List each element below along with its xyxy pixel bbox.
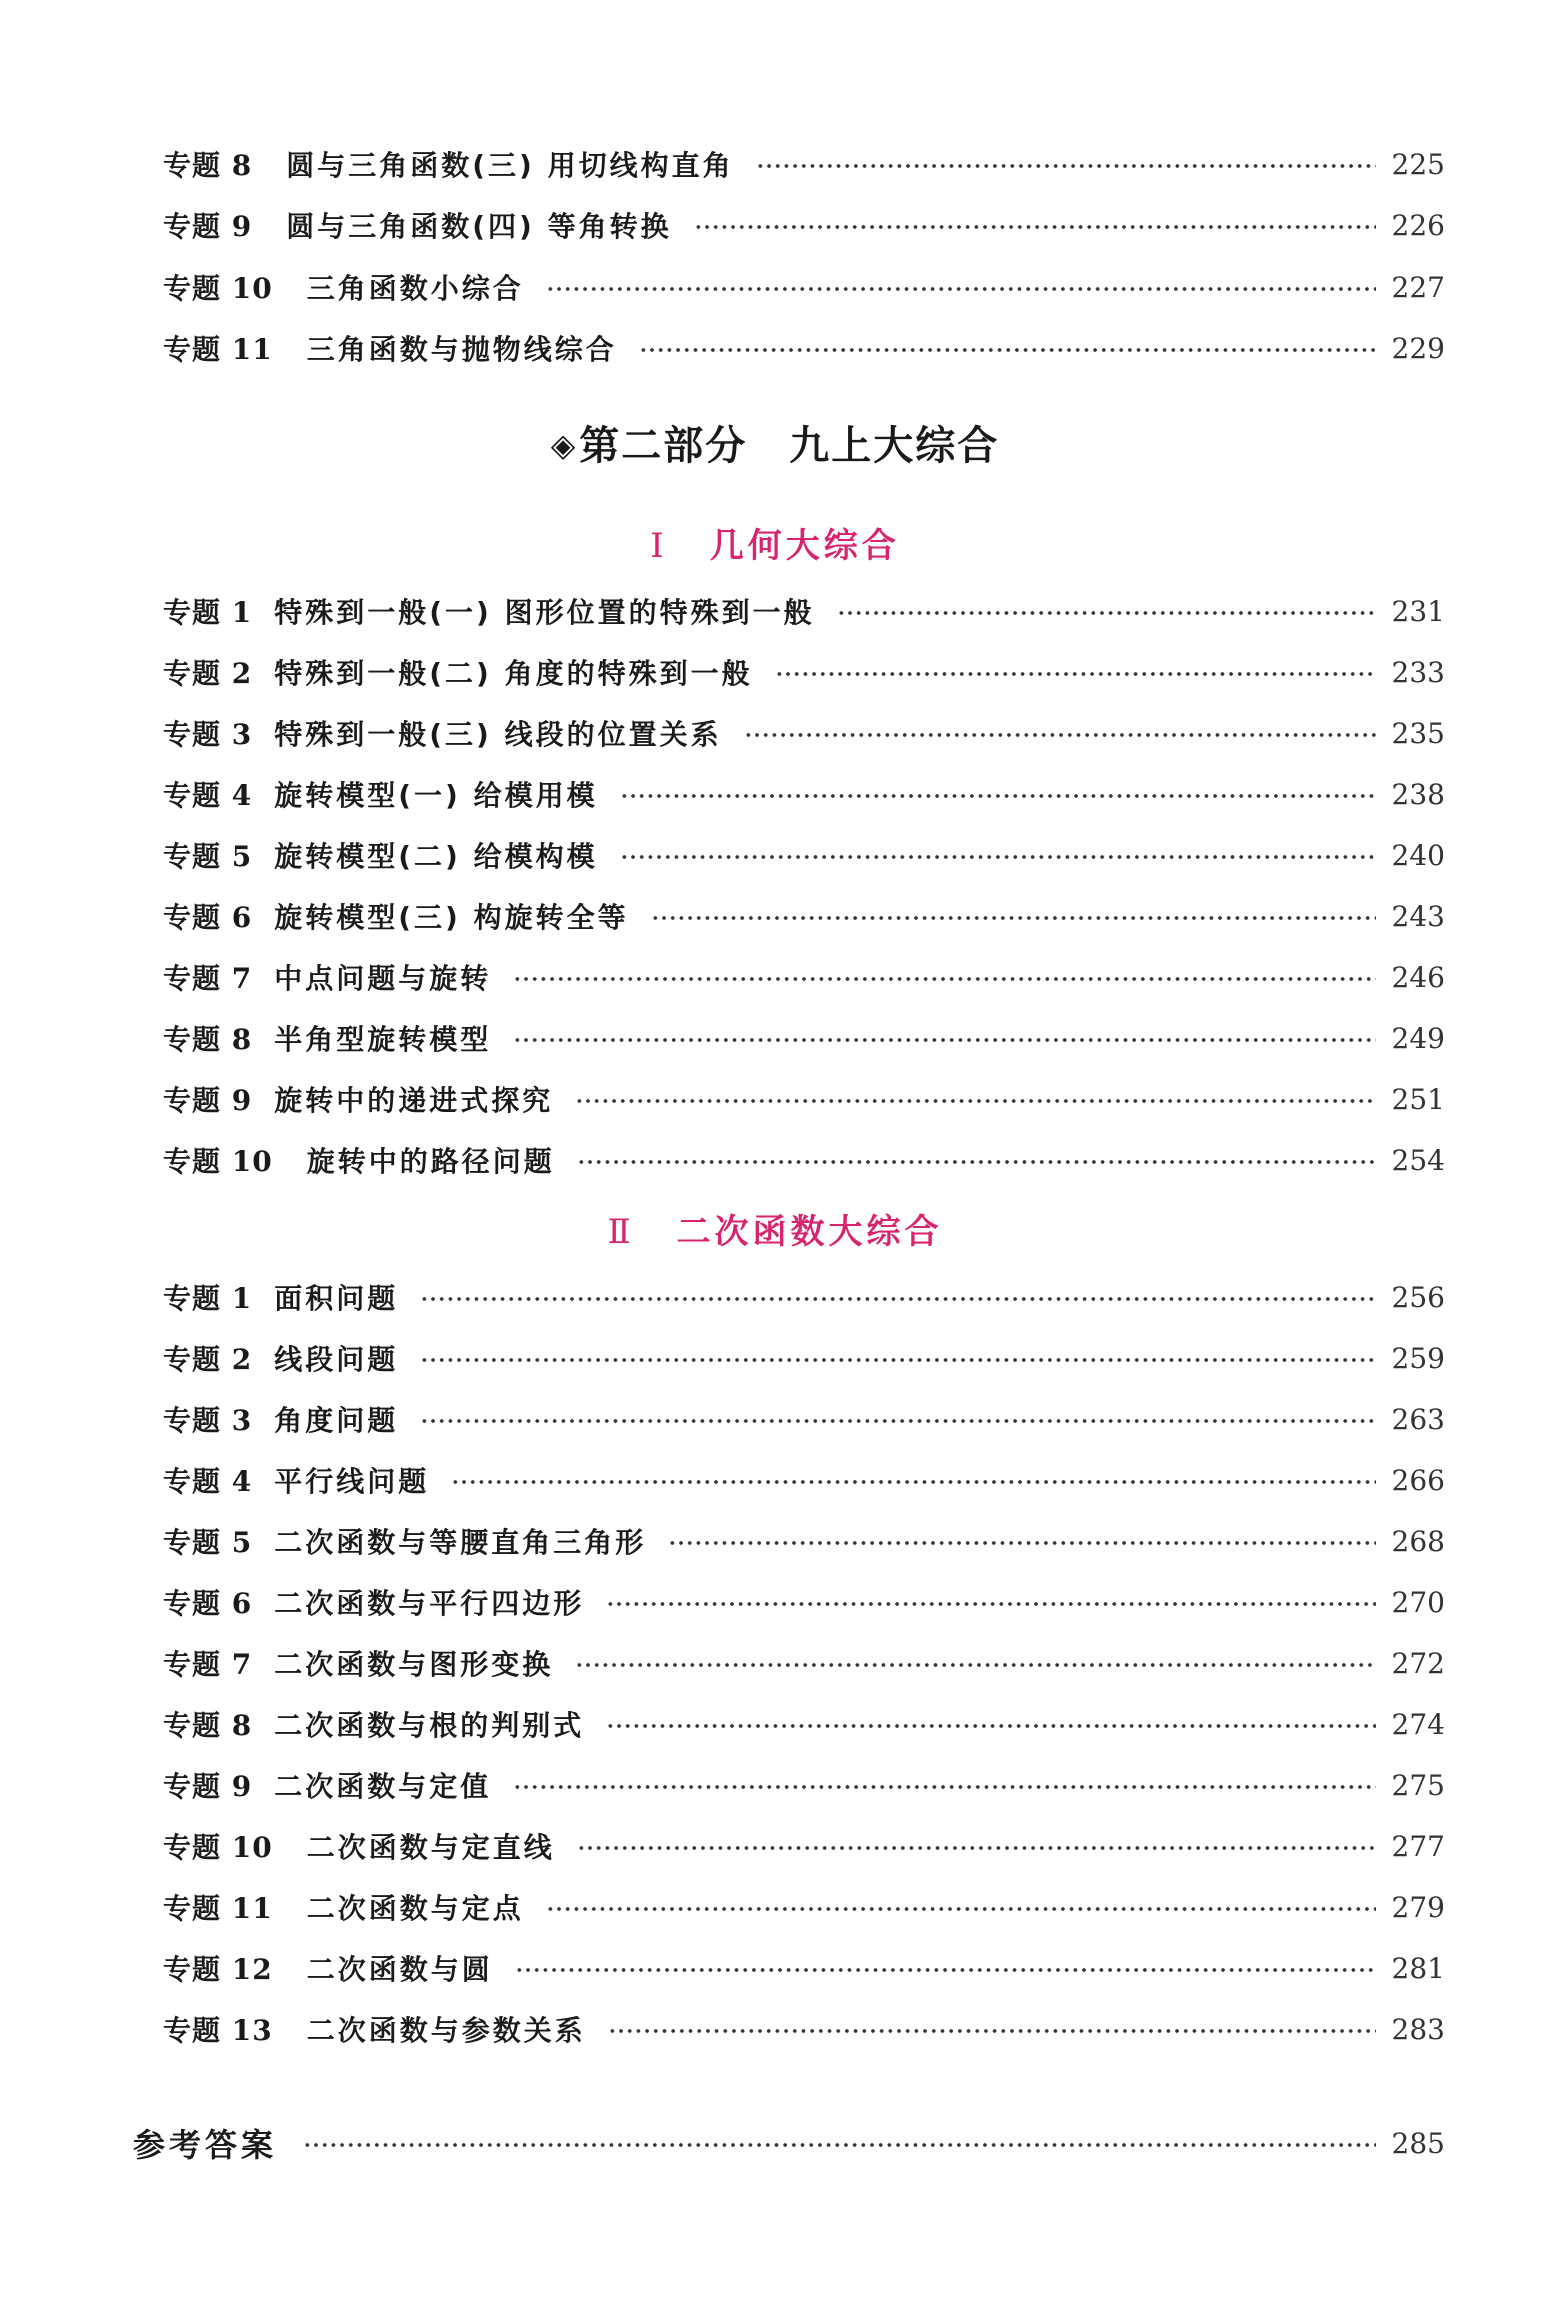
leader-dots [546,286,1376,292]
toc-entry-label: 专题 10 [163,1145,273,1178]
toc-entry-title: 二次函数与等腰直角三角形 [274,1526,647,1559]
toc-entry-page: 259 [1391,1341,1445,1375]
toc-entry-page: 226 [1391,208,1445,242]
toc-entry-title: 旋转模型(三) 构旋转全等 [274,901,629,934]
toc-entry-title: 旋转模型(二) 给模构模 [274,840,598,873]
toc-entry-page: 233 [1391,655,1445,689]
toc-entry[interactable] [163,2006,1445,2052]
toc-entry-title: 二次函数与定点 [306,1892,524,1925]
toc-entry[interactable] [163,1884,1445,1930]
toc-entry-label: 专题 12 [163,1953,273,1986]
part-number: 第二部分 [579,423,748,469]
toc-entry-label: 专题 9 [163,1770,253,1803]
leader-dots [420,1357,1375,1363]
toc-entry[interactable] [163,1335,1445,1381]
toc-entry[interactable] [163,1823,1445,1869]
toc-entry-page: 229 [1391,331,1445,365]
toc-entry-title: 平行线问题 [274,1465,430,1498]
toc-entry-title: 二次函数与定值 [274,1770,492,1803]
section-title: 几何大综合 [709,526,900,566]
toc-entry-page: 240 [1391,838,1445,872]
toc-entry-page: 231 [1391,594,1445,628]
part-heading [0,414,1550,471]
toc-entry-page: 275 [1391,1768,1445,1802]
toc-entry-page: 266 [1391,1463,1445,1497]
toc-entry[interactable] [163,1457,1445,1503]
toc-entry[interactable] [163,832,1445,878]
leader-dots [775,671,1376,677]
toc-entry[interactable] [163,771,1445,817]
toc-entry-page: 238 [1391,777,1445,811]
toc-entry[interactable] [163,649,1445,695]
toc-entry-page: 277 [1391,1829,1445,1863]
section-numeral: Ⅰ [650,526,668,566]
toc-entry-label: 专题 10 [163,1831,273,1864]
toc-entry-title: 特殊到一般(二) 角度的特殊到一般 [274,657,753,690]
toc-entry-title: 圆与三角函数(三) 用切线构直角 [286,149,734,182]
toc-entry-title: 线段问题 [274,1343,399,1376]
toc-entry[interactable] [163,1640,1445,1686]
toc-entry-label: 专题 8 [163,1709,253,1742]
toc-entry-page: 227 [1391,270,1445,304]
leader-dots [515,1967,1376,1973]
leader-dots [575,1098,1375,1104]
leader-dots [620,793,1376,799]
toc-entry-label: 专题 8 [163,1023,253,1056]
toc-entry-label: 专题 11 [163,1892,273,1925]
leader-dots [756,163,1376,169]
toc-entry-title: 特殊到一般(三) 线段的位置关系 [274,718,722,751]
toc-entry-title: 中点问题与旋转 [274,962,492,995]
toc-entry-title: 二次函数与定直线 [306,1831,555,1864]
toc-entry-title: 二次函数与圆 [306,1953,493,1986]
leader-dots [608,2028,1376,2034]
toc-entry-label: 专题 2 [163,1343,253,1376]
toc-entry-page: 256 [1391,1280,1445,1314]
toc-entry[interactable] [163,1945,1445,1991]
toc-entry[interactable] [163,202,1445,248]
toc-entry-page: 263 [1391,1402,1445,1436]
leader-dots [577,1159,1376,1165]
toc-entry-page: 268 [1391,1524,1445,1558]
toc-entry-page: 274 [1391,1707,1445,1741]
toc-entry-label: 专题 11 [163,333,273,366]
toc-entry-title: 二次函数与平行四边形 [274,1587,585,1620]
section-title: 二次函数大综合 [676,1212,943,1252]
diamond-icon: ◈ [550,426,578,464]
toc-entry-title: 二次函数与根的判别式 [274,1709,585,1742]
toc-entry[interactable] [163,264,1445,310]
toc-entry-label: 专题 7 [163,962,253,995]
toc-entry-page: 254 [1391,1143,1445,1177]
toc-entry-page: 272 [1391,1646,1445,1680]
toc-entry[interactable] [163,1076,1445,1122]
toc-entry-title: 二次函数与图形变换 [274,1648,554,1681]
leader-dots [303,2142,1376,2148]
leader-dots [420,1418,1375,1424]
toc-entry-label: 专题 8 [163,149,253,182]
section-numeral: Ⅱ [607,1212,635,1252]
toc-entry[interactable] [163,325,1445,371]
leader-dots [575,1662,1375,1668]
toc-entry-page: 270 [1391,1585,1445,1619]
section-heading-quadratic [0,1204,1550,1253]
toc-entry-label: 专题 3 [163,1404,253,1437]
leader-dots [668,1540,1375,1546]
leader-dots [606,1723,1375,1729]
answers-page: 285 [1391,2126,1445,2160]
toc-entry-page: 281 [1391,1951,1445,1985]
toc-entry-label: 专题 5 [163,1526,253,1559]
toc-entry-title: 角度问题 [274,1404,399,1437]
leader-dots [451,1479,1375,1485]
leader-dots [546,1906,1376,1912]
toc-entry-title: 旋转中的递进式探究 [274,1084,554,1117]
toc-entry[interactable] [163,588,1445,634]
leader-dots [420,1296,1375,1302]
toc-entry-page: 243 [1391,899,1445,933]
toc-entry-page: 249 [1391,1021,1445,1055]
toc-entry[interactable] [163,1701,1445,1747]
toc-entry-title: 圆与三角函数(四) 等角转换 [286,210,672,243]
toc-entry-title: 旋转模型(一) 给模用模 [274,779,598,812]
leader-dots [744,732,1376,738]
toc-entry-page: 235 [1391,716,1445,750]
part-name: 九上大综合 [789,423,1000,469]
answers-entry[interactable] [133,2118,1445,2168]
toc-entry-label: 专题 4 [163,1465,253,1498]
toc-entry[interactable] [163,1396,1445,1442]
toc-entry-title: 三角函数小综合 [306,272,524,305]
leader-dots [651,915,1376,921]
toc-entry-page: 283 [1391,2012,1445,2046]
toc-entry[interactable] [163,1274,1445,1320]
toc-entry[interactable] [163,1762,1445,1808]
leader-dots [694,224,1376,230]
toc-entry-title: 面积问题 [274,1282,399,1315]
toc-entry-page: 251 [1391,1082,1445,1116]
section-heading-geometry [0,518,1550,567]
leader-dots [837,610,1376,616]
toc-entry-title: 半角型旋转模型 [274,1023,492,1056]
toc-entry-label: 专题 9 [163,1084,253,1117]
toc-entry-title: 三角函数与抛物线综合 [306,333,617,366]
toc-entry[interactable] [163,1137,1445,1183]
toc-entry-label: 专题 7 [163,1648,253,1681]
toc-entry-label: 专题 10 [163,272,273,305]
toc-entry-page: 246 [1391,960,1445,994]
toc-entry-label: 专题 2 [163,657,253,690]
leader-dots [639,347,1376,353]
toc-entry-page: 279 [1391,1890,1445,1924]
toc-entry-label: 专题 9 [163,210,253,243]
toc-entry-label: 专题 4 [163,779,253,812]
toc-entry-label: 专题 6 [163,901,253,934]
toc-entry-title: 二次函数与参数关系 [306,2014,586,2047]
toc-entry-title: 特殊到一般(一) 图形位置的特殊到一般 [274,596,815,629]
toc-entry-label: 专题 1 [163,596,253,629]
toc-entry-label: 专题 6 [163,1587,253,1620]
toc-entry[interactable] [163,710,1445,756]
toc-entry[interactable] [163,893,1445,939]
toc-entry-label: 专题 13 [163,2014,273,2047]
leader-dots [513,1784,1375,1790]
leader-dots [513,976,1375,982]
toc-entry[interactable] [163,954,1445,1000]
toc-entry[interactable] [163,1518,1445,1564]
toc-entry-title: 旋转中的路径问题 [306,1145,555,1178]
toc-entry-page: 225 [1391,147,1445,181]
toc-entry-label: 专题 5 [163,840,253,873]
answers-title: 参考答案 [133,2126,278,2164]
toc-entry[interactable] [163,1579,1445,1625]
toc-entry[interactable] [163,141,1445,187]
leader-dots [620,854,1376,860]
leader-dots [513,1037,1375,1043]
toc-entry-label: 专题 3 [163,718,253,751]
toc-entry[interactable] [163,1015,1445,1061]
toc-entry-label: 专题 1 [163,1282,253,1315]
leader-dots [577,1845,1376,1851]
leader-dots [606,1601,1375,1607]
